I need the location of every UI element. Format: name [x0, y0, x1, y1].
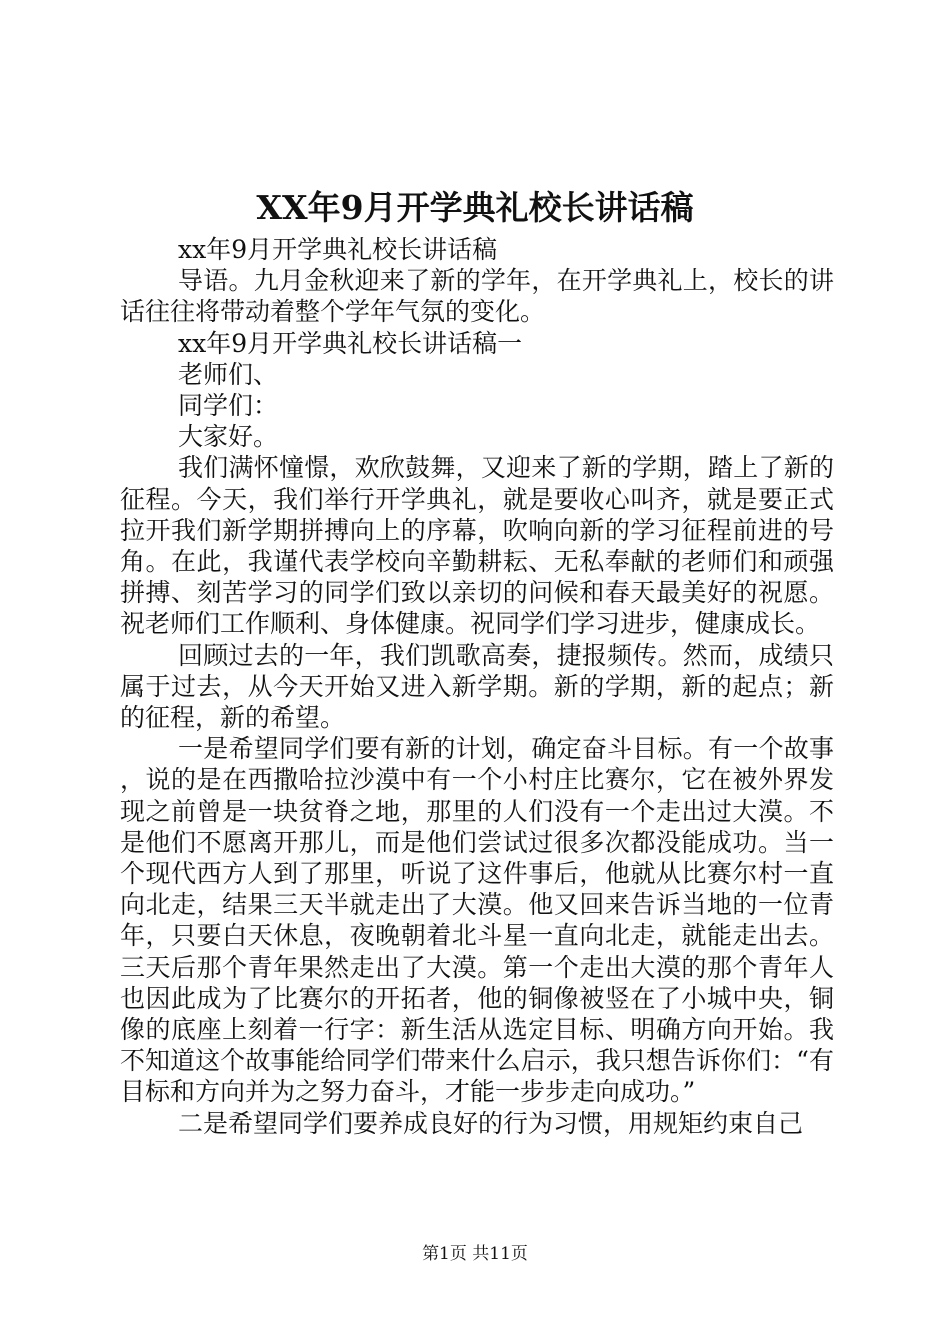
paragraph: 二是希望同学们要养成良好的行为习惯，用规矩约束自己 [178, 1108, 804, 1138]
paragraph: 一是希望同学们要有新的计划，确定奋斗目标。有一个故事，说的是在西撒哈拉沙漠中有一个小村庄比赛尔，它在被外界发现之前曾是一块贫脊之地，那里的人们没有一个走出过大漠。不是他们不愿离开那儿，而是他们尝试过很多次都没能成功。当一个现代西方人到了那里，听说了这件事后，他就从比赛尔村一直向北走，结果三天半就走出了大漠。他又回来告诉当地的一位青年，只要白天休息，夜晚朝着北斗星一直向北走，就能走出去。三天后那个青年果然走出了大漠。第一个走出大漠的那个青年人也因此成为了比赛尔的开拓者，他的铜像被竖在了小城中央，铜像的底座上刻着一行字：新生活从选定目标、明确方向开始。我不知道这个故事能给同学们带来什么启示，我只想告诉你们：“有目标和方向并为之努力奋斗，才能一步步走向成功。” [120, 734, 834, 1107]
paragraph: 同学们： [178, 391, 279, 421]
page-footer: 第1页 共11页 [422, 1244, 528, 1264]
paragraph: 我们满怀憧憬，欢欣鼓舞，又迎来了新的学期，踏上了新的征程。今天，我们举行开学典礼，就是要收心叫齐，就是要正式拉开我们新学期拼搏向上的序幕，吹响向新的学习征程前进的号角。在此，我谨代表学校向辛勤耕耘、无私奉献的老师们和顽强拼搏、刻苦学习的同学们致以亲切的问候和春天最美好的祝愿。祝老师们工作顺利、身体健康。祝同学们学习进步，健康成长。 [120, 453, 834, 639]
paragraph: 老师们、 [178, 359, 279, 389]
paragraph: xx年9月开学典礼校长讲话稿一 [178, 328, 523, 358]
paragraph: 导语。九月金秋迎来了新的学年，在开学典礼上，校长的讲话往往将带动着整个学年气氛的变化。 [120, 266, 834, 327]
paragraph: xx年9月开学典礼校长讲话稿 [178, 235, 498, 264]
document-title: XX年9月开学典礼校长讲话稿 [256, 188, 694, 227]
document-body [120, 234, 834, 1139]
paragraph: 大家好。 [178, 422, 279, 452]
paragraph: 回顾过去的一年，我们凯歌高奏，捷报频传。然而，成绩只属于过去，从今天开始又进入新学期。新的学期，新的起点；新的征程，新的希望。 [120, 640, 834, 733]
